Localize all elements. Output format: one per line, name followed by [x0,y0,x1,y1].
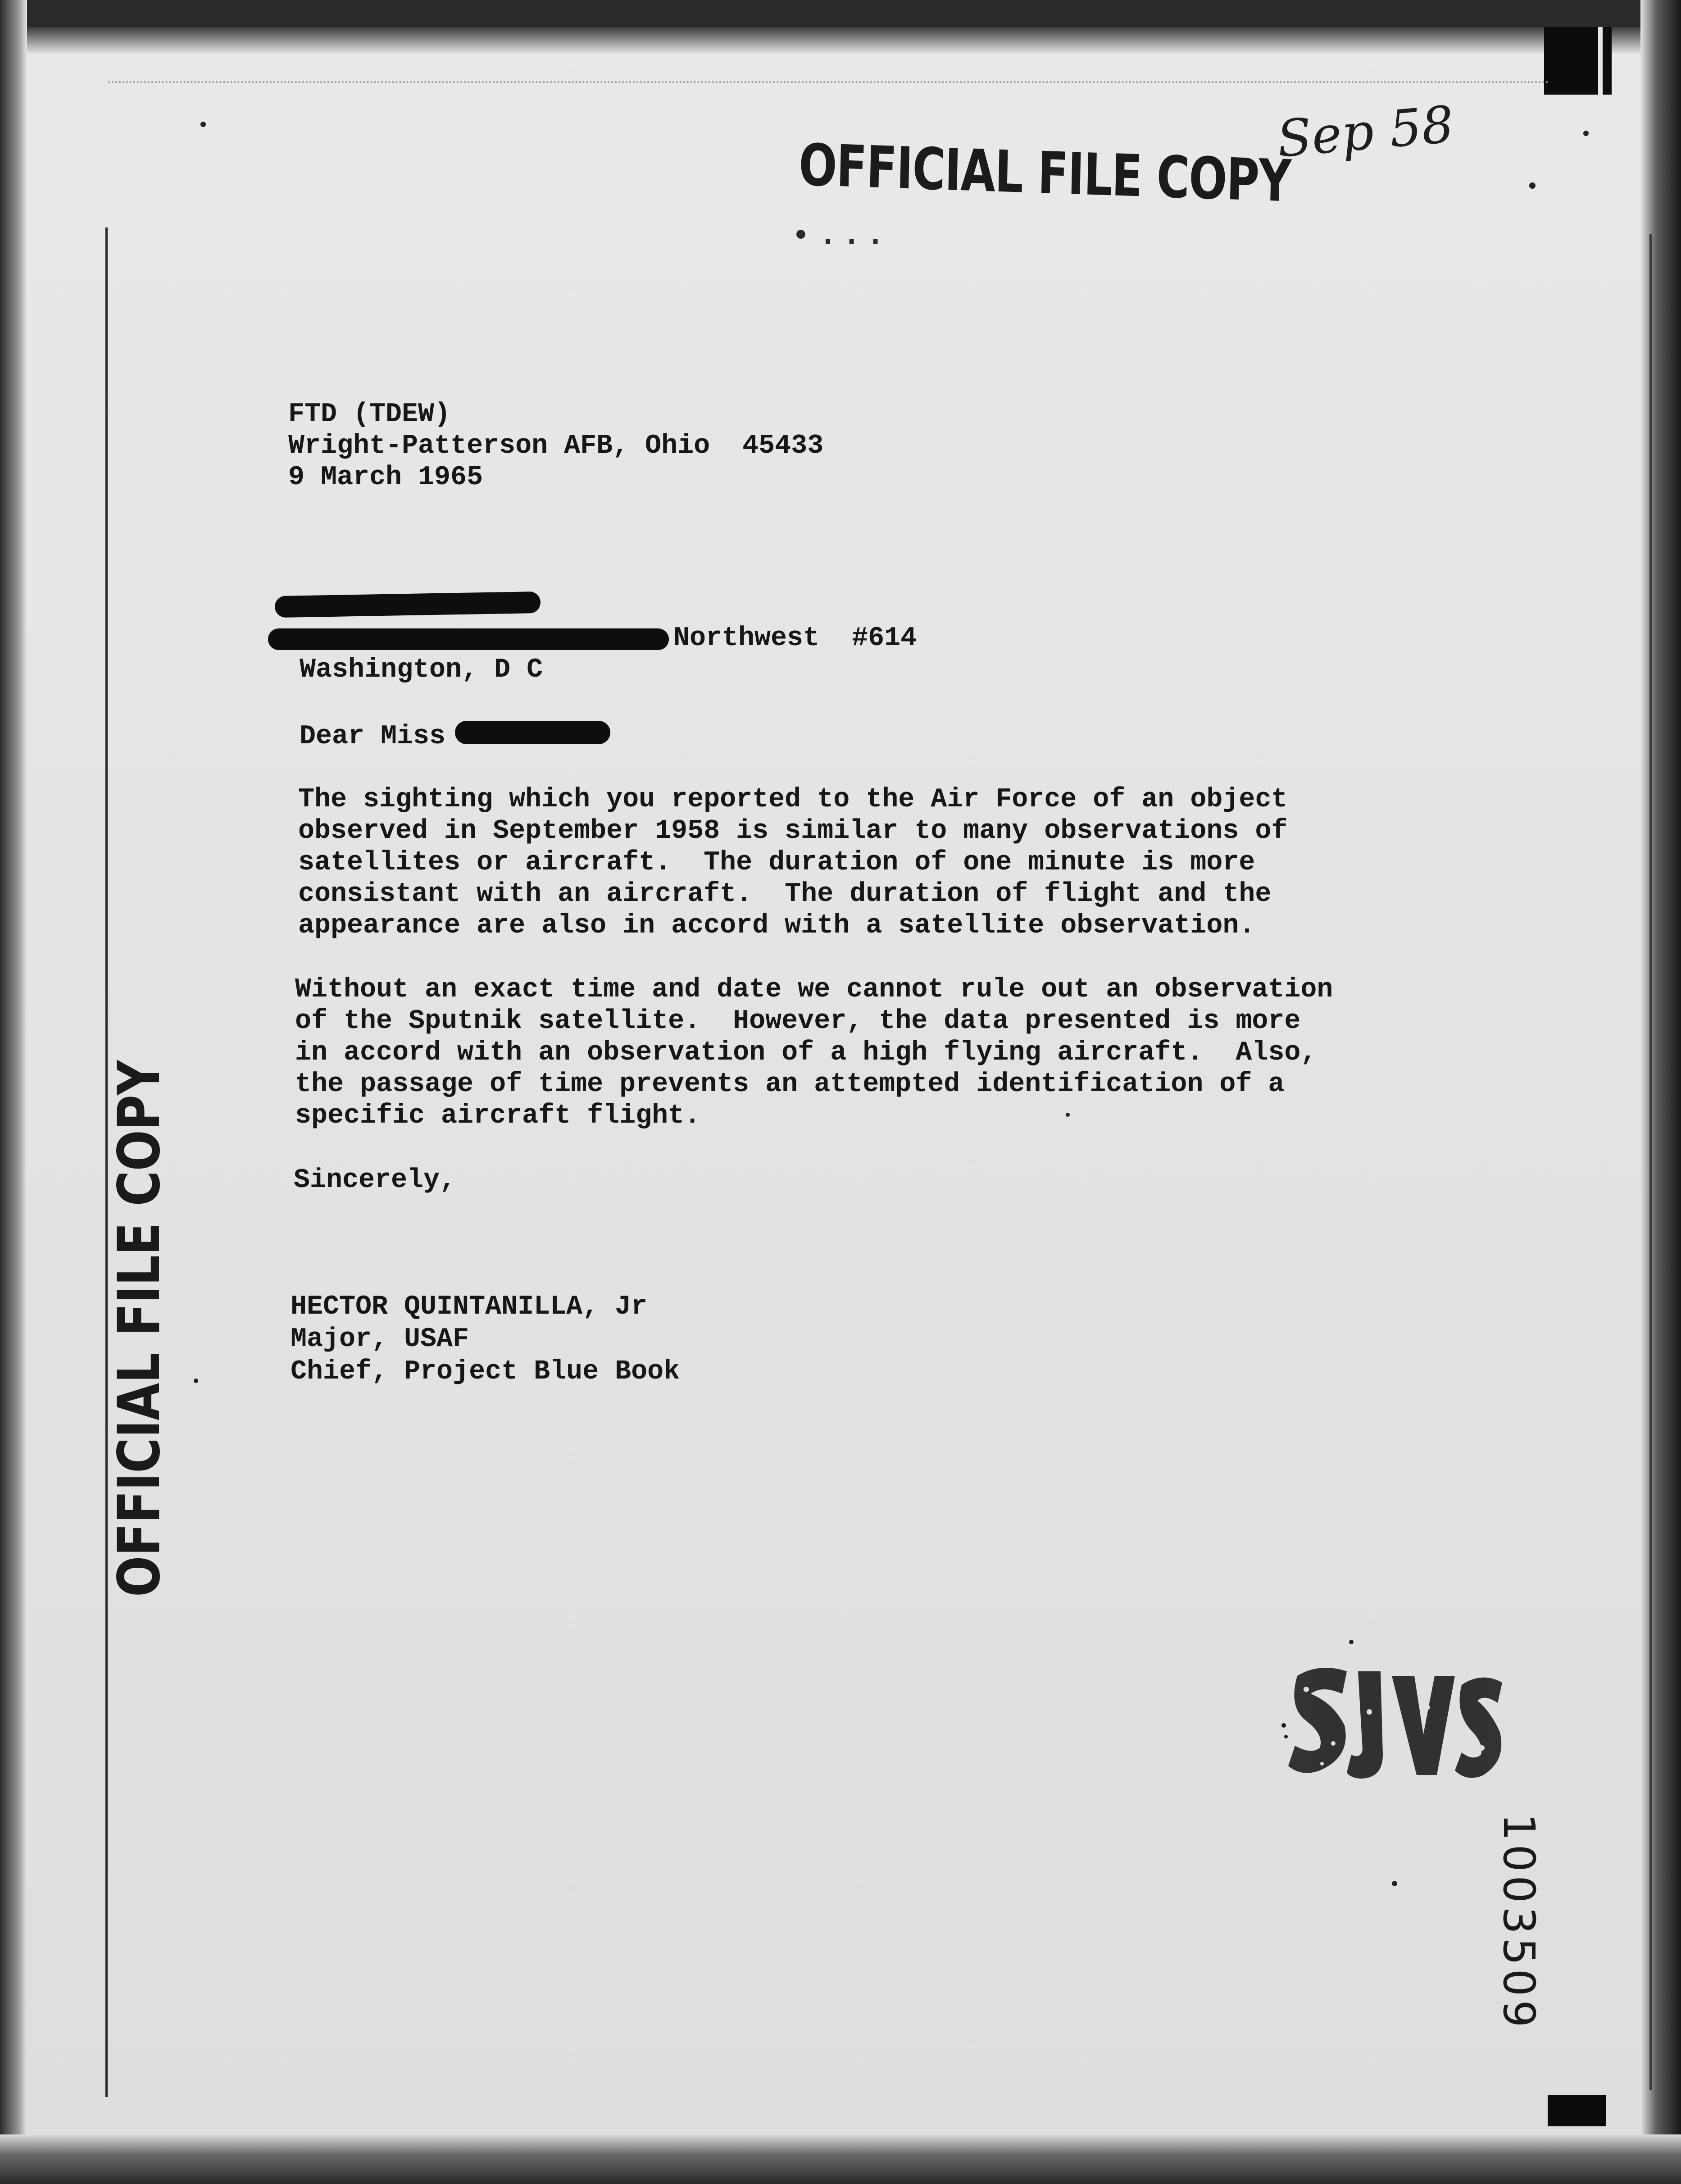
dust-speck [194,1379,198,1383]
salutation: Dear Miss [300,721,446,752]
dust-speck [1583,131,1589,136]
office-address: Wright-Patterson AFB, Ohio 45433 [288,431,824,461]
dust-speck [200,122,206,127]
redaction-bar-surname [455,721,610,744]
official-file-copy-stamp-top: OFFICIAL FILE COPY [798,132,1291,215]
body-paragraph-1 [298,784,1287,942]
dust-speck [1529,182,1536,189]
right-margin-line [1649,234,1652,2090]
signer-title: Chief, Project Blue Book [291,1356,680,1387]
scan-border-left [0,0,27,2184]
office-code: FTD (TDEW) [288,399,451,430]
paragraph-line: The sighting which you reported to the Air Force of an object [298,784,1288,815]
ink-stamp-mark [1279,1658,1513,1793]
signature-block [291,1291,680,1388]
scan-border-top-fade [0,27,1681,54]
body-paragraph-2 [295,974,1333,1132]
document-number: 1003509 [1494,1813,1544,2031]
dust-speck [1349,1640,1354,1644]
paragraph-line: observed in September 1958 is similar to many observations of [298,816,1288,846]
recipient-city: Washington, D C [300,655,543,685]
paragraph-line: the passage of time prevents an attempted identification of a [295,1069,1285,1100]
paragraph-line: of the Sputnik satellite. However, the data presented is more [295,1006,1301,1037]
top-dotted-edge [108,81,1549,83]
paragraph-line: appearance are also in accord with a satellite observation. [298,910,1255,941]
official-file-copy-stamp-side: OFFICIAL FILE COPY [106,1060,173,1597]
signer-name: HECTOR QUINTANILLA, Jr [291,1292,648,1322]
closing: Sincerely, [294,1165,456,1196]
letter-date: 9 March 1965 [288,462,483,493]
redaction-bar-street [268,628,669,650]
stamp-ink-smudge: • . . . [793,221,883,250]
paragraph-line: in accord with an observation of a high flying aircraft. Also, [295,1037,1317,1068]
scan-border-bottom [0,2134,1681,2184]
top-right-corner-gap [1598,27,1603,95]
letter-header [288,399,1369,493]
recipient-street: Northwest #614 [673,623,917,654]
paragraph-line: satellites or aircraft. The duration of one minute is more [298,847,1255,878]
signer-rank: Major, USAF [291,1324,469,1355]
scan-border-right [1640,0,1681,2184]
paragraph-line: Without an exact time and date we cannot rule out an observation [295,974,1333,1005]
paragraph-line: consistant with an aircraft. The duration of flight and the [298,879,1272,910]
dust-speck [1392,1881,1397,1886]
handwritten-date-note: Sep 58 [1275,95,1456,169]
bottom-right-corner-mark [1548,2095,1606,2126]
paragraph-line: specific aircraft flight. [295,1101,701,1131]
redaction-bar-name [275,592,541,618]
